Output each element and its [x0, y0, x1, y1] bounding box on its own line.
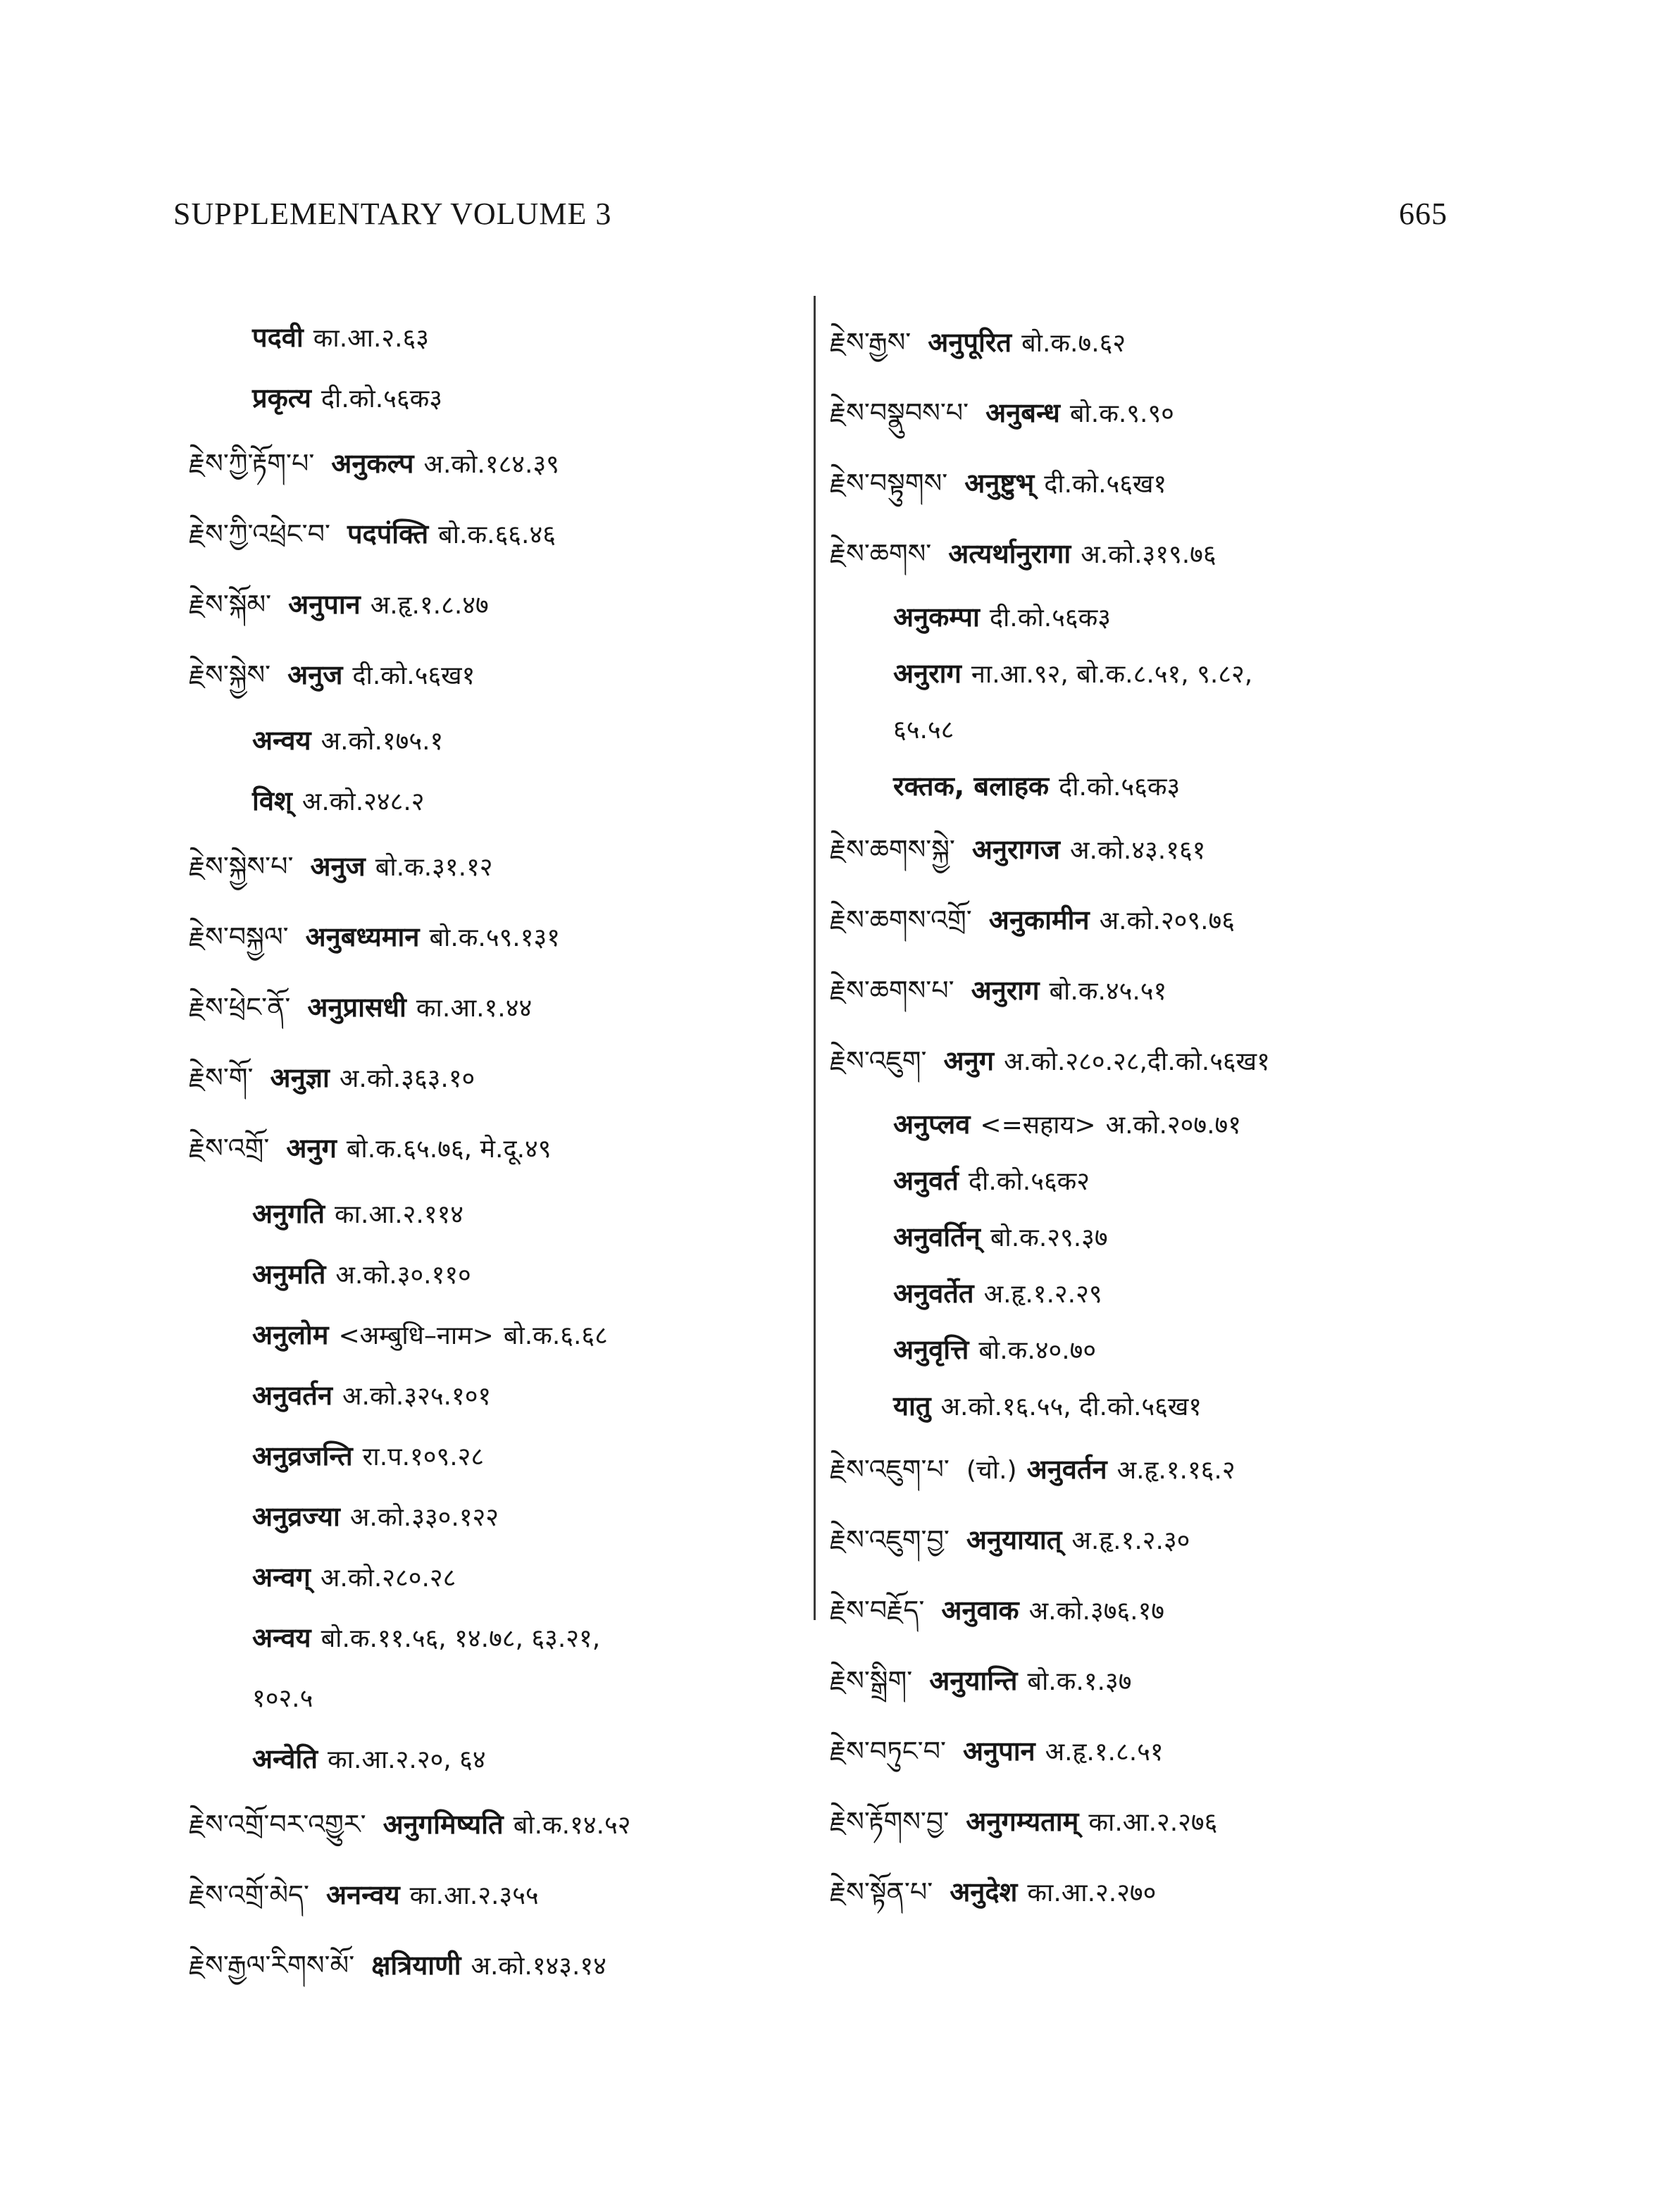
- sanskrit-equivalent: अनुगम्यताम्: [966, 1806, 1079, 1837]
- tibetan-headword: རྗེས་གོ་: [189, 1062, 254, 1093]
- entry-note: (चो.): [966, 1456, 1017, 1485]
- sanskrit-equivalent: अनुग: [286, 1133, 337, 1164]
- source-reference: बो.क.९.९०: [1069, 399, 1174, 428]
- source-reference: अ.हृ.१.१६.२: [1116, 1456, 1236, 1485]
- source-reference: अ.को.१७५.१: [321, 727, 444, 756]
- source-reference: बो.क.१४.५२: [513, 1811, 631, 1840]
- tibetan-headword: རྗེས་བསྟུགས་: [830, 468, 948, 499]
- dictionary-entry: [830, 1026, 1464, 1096]
- sanskrit-equivalent: रक्तक, बलाहक: [893, 771, 1050, 802]
- source-reference: का.आ.२.११४: [335, 1200, 464, 1229]
- sub-entry: [830, 1209, 1464, 1265]
- source-reference: अ.को.२८०.२८: [320, 1564, 456, 1593]
- sub-entry: [189, 1426, 809, 1486]
- tibetan-headword: རྗེས་འགྲོ་: [189, 1133, 270, 1164]
- source-reference: बो.क.६६.४६: [438, 521, 556, 549]
- source-reference: बो.क.१.३७: [1027, 1667, 1132, 1696]
- dictionary-entry: [830, 814, 1464, 885]
- sub-entry: [189, 1365, 809, 1426]
- page-number: 665: [1399, 197, 1448, 231]
- dictionary-entry: [830, 1786, 1464, 1857]
- dictionary-entry: [189, 640, 809, 710]
- dictionary-entry: [189, 1789, 809, 1860]
- left-column: [189, 307, 809, 2000]
- sanskrit-equivalent: अनुवर्तेत: [893, 1278, 974, 1309]
- sanskrit-equivalent: अन्वग्: [252, 1562, 311, 1593]
- tibetan-headword: རྗེས་བསྐྱལ་: [189, 921, 289, 952]
- dictionary-entry: [830, 448, 1464, 518]
- tibetan-headword: རྗེས་སྒྲིག་: [830, 1665, 913, 1696]
- sanskrit-equivalent: अनुयायात्: [966, 1524, 1062, 1555]
- sanskrit-equivalent: अनुवर्तन: [252, 1380, 333, 1411]
- sub-entry: [189, 1244, 809, 1305]
- source-reference: अ.को.१६.५५, दी.को.५६ख१: [940, 1393, 1202, 1421]
- sanskrit-equivalent: पदवी: [252, 322, 304, 353]
- source-reference: रा.प.१०९.२८: [362, 1443, 485, 1471]
- tibetan-headword: རྗེས་རྒྱས་: [830, 327, 911, 358]
- sanskrit-equivalent: अनुव्रजन्ति: [252, 1440, 353, 1471]
- sanskrit-equivalent: अनुरागज: [971, 834, 1060, 865]
- dictionary-entry: [189, 428, 809, 499]
- sanskrit-equivalent: पदपंक्ति: [347, 518, 429, 549]
- dictionary-entry: [830, 307, 1464, 378]
- source-reference: बो.क.४५.५१: [1049, 977, 1167, 1006]
- dictionary-entry: [189, 499, 809, 569]
- tibetan-headword: རྗེས་སྐོམ་: [189, 589, 272, 620]
- tibetan-headword: རྗེས་འཇུག་པ་: [830, 1454, 950, 1485]
- sanskrit-equivalent: अनुकल्प: [331, 448, 414, 479]
- sanskrit-equivalent: अनुग: [943, 1045, 995, 1076]
- source-reference: अ.को.१४३.१४: [471, 1952, 606, 1981]
- sanskrit-equivalent: यातु: [893, 1390, 931, 1421]
- tibetan-headword: རྗེས་འགྲོ་བར་འགྱུར་: [189, 1809, 366, 1840]
- tibetan-headword: རྗེས་འགྲོ་མེད་: [189, 1879, 310, 1910]
- entry-note: <=सहाय>: [980, 1111, 1096, 1140]
- source-reference: बो.क.२९.३७: [990, 1224, 1108, 1252]
- sub-entry: [189, 1729, 809, 1789]
- source-reference: अ.को.३६३.१०: [339, 1064, 475, 1093]
- source-reference: अ.को.३७६.१७: [1028, 1597, 1165, 1626]
- sub-entry: [830, 1265, 1464, 1321]
- sanskrit-equivalent: अनुवर्त: [893, 1165, 959, 1196]
- sanskrit-equivalent: क्षत्रियाणी: [371, 1950, 461, 1981]
- sanskrit-equivalent: अनुव्रज्या: [252, 1501, 340, 1532]
- source-reference: ना.आ.९२, बो.क.८.५१, ९.८२,: [971, 660, 1253, 689]
- sub-entry: [830, 1321, 1464, 1378]
- dictionary-entry: [189, 831, 809, 902]
- tibetan-headword: རྗེས་བརྗོད་: [830, 1595, 925, 1626]
- running-head: SUPPLEMENTARY VOLUME 3: [173, 197, 612, 231]
- sanskrit-equivalent: अनुवाक: [941, 1595, 1019, 1626]
- sanskrit-equivalent: अनुवृत्ति: [893, 1334, 969, 1365]
- sanskrit-equivalent: अनुपान: [288, 589, 361, 620]
- sub-entry: [830, 1096, 1464, 1152]
- sanskrit-equivalent: अनुज: [287, 659, 343, 690]
- source-reference: का.आ.२.२०, ६४: [328, 1745, 486, 1774]
- tibetan-headword: རྗེས་རྟོགས་བྱ་: [830, 1806, 950, 1837]
- sanskrit-equivalent: अनुबध्यमान: [305, 921, 420, 952]
- sanskrit-equivalent: अनुप्लव: [893, 1109, 971, 1140]
- dictionary-entry: [830, 955, 1464, 1026]
- sanskrit-equivalent: अनुकम्पा: [893, 602, 980, 633]
- source-reference: बो.क.७.६२: [1021, 329, 1126, 358]
- sub-entry: [189, 1668, 809, 1729]
- right-column: [830, 307, 1464, 1927]
- source-reference: बो.क.६५.७६, मे.दू.४९: [346, 1135, 552, 1164]
- dictionary-entry: [189, 1860, 809, 1930]
- sanskrit-equivalent: अन्वेति: [252, 1743, 318, 1774]
- dictionary-entry: [830, 1575, 1464, 1645]
- source-reference: दी.को.५६ख१: [352, 661, 475, 690]
- source-reference: अ.को.२८०.२८,दी.को.५६ख१: [1004, 1047, 1270, 1076]
- sanskrit-equivalent: प्रकृत्य: [252, 382, 311, 413]
- dictionary-entry: [830, 518, 1464, 589]
- source-reference: बो.क.६.६८: [503, 1321, 608, 1350]
- tibetan-headword: རྗེས་ཀྱི་རྟོག་པ་: [189, 448, 315, 479]
- dictionary-entry: [830, 378, 1464, 448]
- column-divider: [814, 296, 816, 1620]
- page-header: [173, 196, 1448, 238]
- tibetan-headword: རྗེས་བཏུང་བ་: [830, 1736, 946, 1767]
- sub-entry: [189, 368, 809, 428]
- tibetan-headword: རྗེས་ཆགས་པ་: [830, 975, 954, 1006]
- sub-entry: [189, 771, 809, 831]
- sanskrit-equivalent: अनुबन्ध: [985, 397, 1060, 428]
- sanskrit-equivalent: अनुपान: [963, 1736, 1035, 1767]
- tibetan-headword: རྗེས་ཀྱི་འཕྲེང་བ་: [189, 518, 330, 549]
- sub-entry: [830, 1152, 1464, 1209]
- sanskrit-equivalent: अनुयान्ति: [929, 1665, 1018, 1696]
- source-reference: का.आ.२.२७६: [1088, 1808, 1218, 1837]
- sanskrit-equivalent: विश्: [252, 785, 292, 816]
- source-reference: अ.को.३२५.१०१: [342, 1382, 492, 1411]
- sanskrit-equivalent: अत्यर्थानुरागा: [948, 538, 1071, 569]
- sanskrit-equivalent: अनुपूरित: [928, 327, 1012, 358]
- entry-note: <अम्बुधि–नाम>: [338, 1321, 494, 1350]
- dictionary-entry: [830, 1857, 1464, 1927]
- source-reference: का.आ.२.३५५: [409, 1881, 539, 1910]
- sanskrit-equivalent: अनुज: [310, 851, 366, 882]
- dictionary-entry: [189, 569, 809, 640]
- sanskrit-equivalent: अन्वय: [252, 1622, 311, 1653]
- tibetan-headword: རྗེས་འཇུག་བྱ་: [830, 1524, 950, 1555]
- source-reference: अ.हृ.१.८.४७: [370, 591, 489, 620]
- source-reference: अ.हृ.१.२.३०: [1071, 1526, 1190, 1555]
- source-reference: अ.को.३०.११०: [335, 1261, 471, 1290]
- dictionary-entry: [830, 1645, 1464, 1716]
- source-reference: अ.हृ.१.८.५१: [1045, 1738, 1164, 1767]
- sub-entry: [830, 645, 1464, 702]
- dictionary-entry: [830, 885, 1464, 955]
- sanskrit-equivalent: अनुराग: [893, 658, 962, 689]
- sub-entry: [830, 758, 1464, 814]
- source-reference: ६५.५८: [893, 716, 954, 745]
- sub-entry: [189, 1183, 809, 1244]
- source-reference: दी.को.५६क३: [321, 385, 442, 413]
- sanskrit-equivalent: अनुवर्तन: [1026, 1454, 1107, 1485]
- tibetan-headword: རྗེས་སྐྱེས་: [189, 659, 271, 690]
- sanskrit-equivalent: अनुज्ञा: [270, 1062, 330, 1093]
- dictionary-entry: [830, 1505, 1464, 1575]
- dictionary-entry: [189, 902, 809, 972]
- sanskrit-equivalent: अनुमति: [252, 1259, 326, 1290]
- dictionary-entry: [830, 1434, 1464, 1505]
- sanskrit-equivalent: अनुलोम: [252, 1319, 329, 1350]
- sub-entry: [189, 1486, 809, 1547]
- source-reference: बो.क.३१.१२: [375, 853, 493, 882]
- source-reference: बो.क.११.५६, १४.७८, ६३.२१,: [321, 1624, 601, 1653]
- dictionary-entry: [189, 1113, 809, 1183]
- tibetan-headword: རྗེས་བསྣུབས་པ་: [830, 397, 969, 428]
- sanskrit-equivalent: अन्वय: [252, 725, 311, 756]
- dictionary-entry: [189, 1930, 809, 2000]
- tibetan-headword: རྗེས་ཆགས་འགྲོ་: [830, 904, 972, 935]
- sanskrit-equivalent: अनुष्टुभ्: [964, 468, 1035, 499]
- tibetan-headword: རྗེས་ཆགས་: [830, 538, 932, 569]
- tibetan-headword: རྗེས་འཇུག་: [830, 1045, 927, 1076]
- sub-entry: [189, 1607, 809, 1668]
- source-reference: अ.को.४३.१६१: [1070, 836, 1206, 865]
- sanskrit-equivalent: अनुकामीन: [988, 904, 1090, 935]
- sanskrit-equivalent: अनुप्रासधी: [307, 992, 406, 1023]
- tibetan-headword: རྗེས་རྒྱལ་རིགས་མོ་: [189, 1950, 355, 1981]
- source-reference: का.आ.२.६३: [313, 324, 429, 353]
- source-reference: का.आ.२.२७०: [1027, 1879, 1157, 1907]
- source-reference: अ.को.२०९.७६: [1099, 907, 1235, 935]
- tibetan-headword: རྗེས་ཕྲེང་ནོ་: [189, 992, 291, 1023]
- source-reference: बो.क.५९.१३१: [429, 923, 560, 952]
- sub-entry: [189, 307, 809, 368]
- sub-entry: [189, 710, 809, 771]
- source-reference: अ.को.३३०.१२२: [349, 1503, 499, 1532]
- sanskrit-equivalent: अनुवर्तिन्: [893, 1221, 981, 1252]
- dictionary-entry: [189, 1042, 809, 1113]
- source-reference: दी.को.५६क३: [1059, 773, 1181, 802]
- source-reference: अ.को.२०७.७१: [1105, 1111, 1241, 1140]
- source-reference: अ.हृ.१.२.२९: [983, 1280, 1102, 1309]
- sanskrit-equivalent: अनन्वय: [326, 1879, 400, 1910]
- tibetan-headword: རྗེས་སྐྱེས་པ་: [189, 851, 294, 882]
- source-reference: का.आ.१.४४: [416, 994, 533, 1023]
- source-reference: १०२.५: [252, 1684, 313, 1713]
- dictionary-entry: [830, 1716, 1464, 1786]
- sanskrit-equivalent: अनुगमिष्यति: [382, 1809, 504, 1840]
- tibetan-headword: རྗེས་སྟོན་པ་: [830, 1876, 933, 1907]
- tibetan-headword: རྗེས་ཆགས་སྐྱེ་: [830, 834, 955, 865]
- sub-entry: [830, 589, 1464, 645]
- source-reference: अ.को.१८४.३९: [423, 450, 559, 479]
- source-reference: दी.को.५६क३: [989, 604, 1111, 633]
- source-reference: दी.को.५६ख१: [1044, 470, 1167, 499]
- sanskrit-equivalent: अनुराग: [971, 975, 1040, 1006]
- sanskrit-equivalent: अनुगति: [252, 1198, 325, 1229]
- sub-entry: [830, 702, 1464, 758]
- source-reference: बो.क.४०.७०: [978, 1336, 1097, 1365]
- sub-entry: [189, 1547, 809, 1607]
- source-reference: अ.को.३१९.७६: [1081, 540, 1217, 569]
- source-reference: दी.को.५६क२: [968, 1167, 1090, 1196]
- sub-entry: [830, 1378, 1464, 1434]
- dictionary-entry: [189, 972, 809, 1042]
- sanskrit-equivalent: अनुदेश: [950, 1876, 1018, 1907]
- sub-entry: [189, 1305, 809, 1365]
- source-reference: अ.को.२४८.२: [301, 787, 425, 816]
